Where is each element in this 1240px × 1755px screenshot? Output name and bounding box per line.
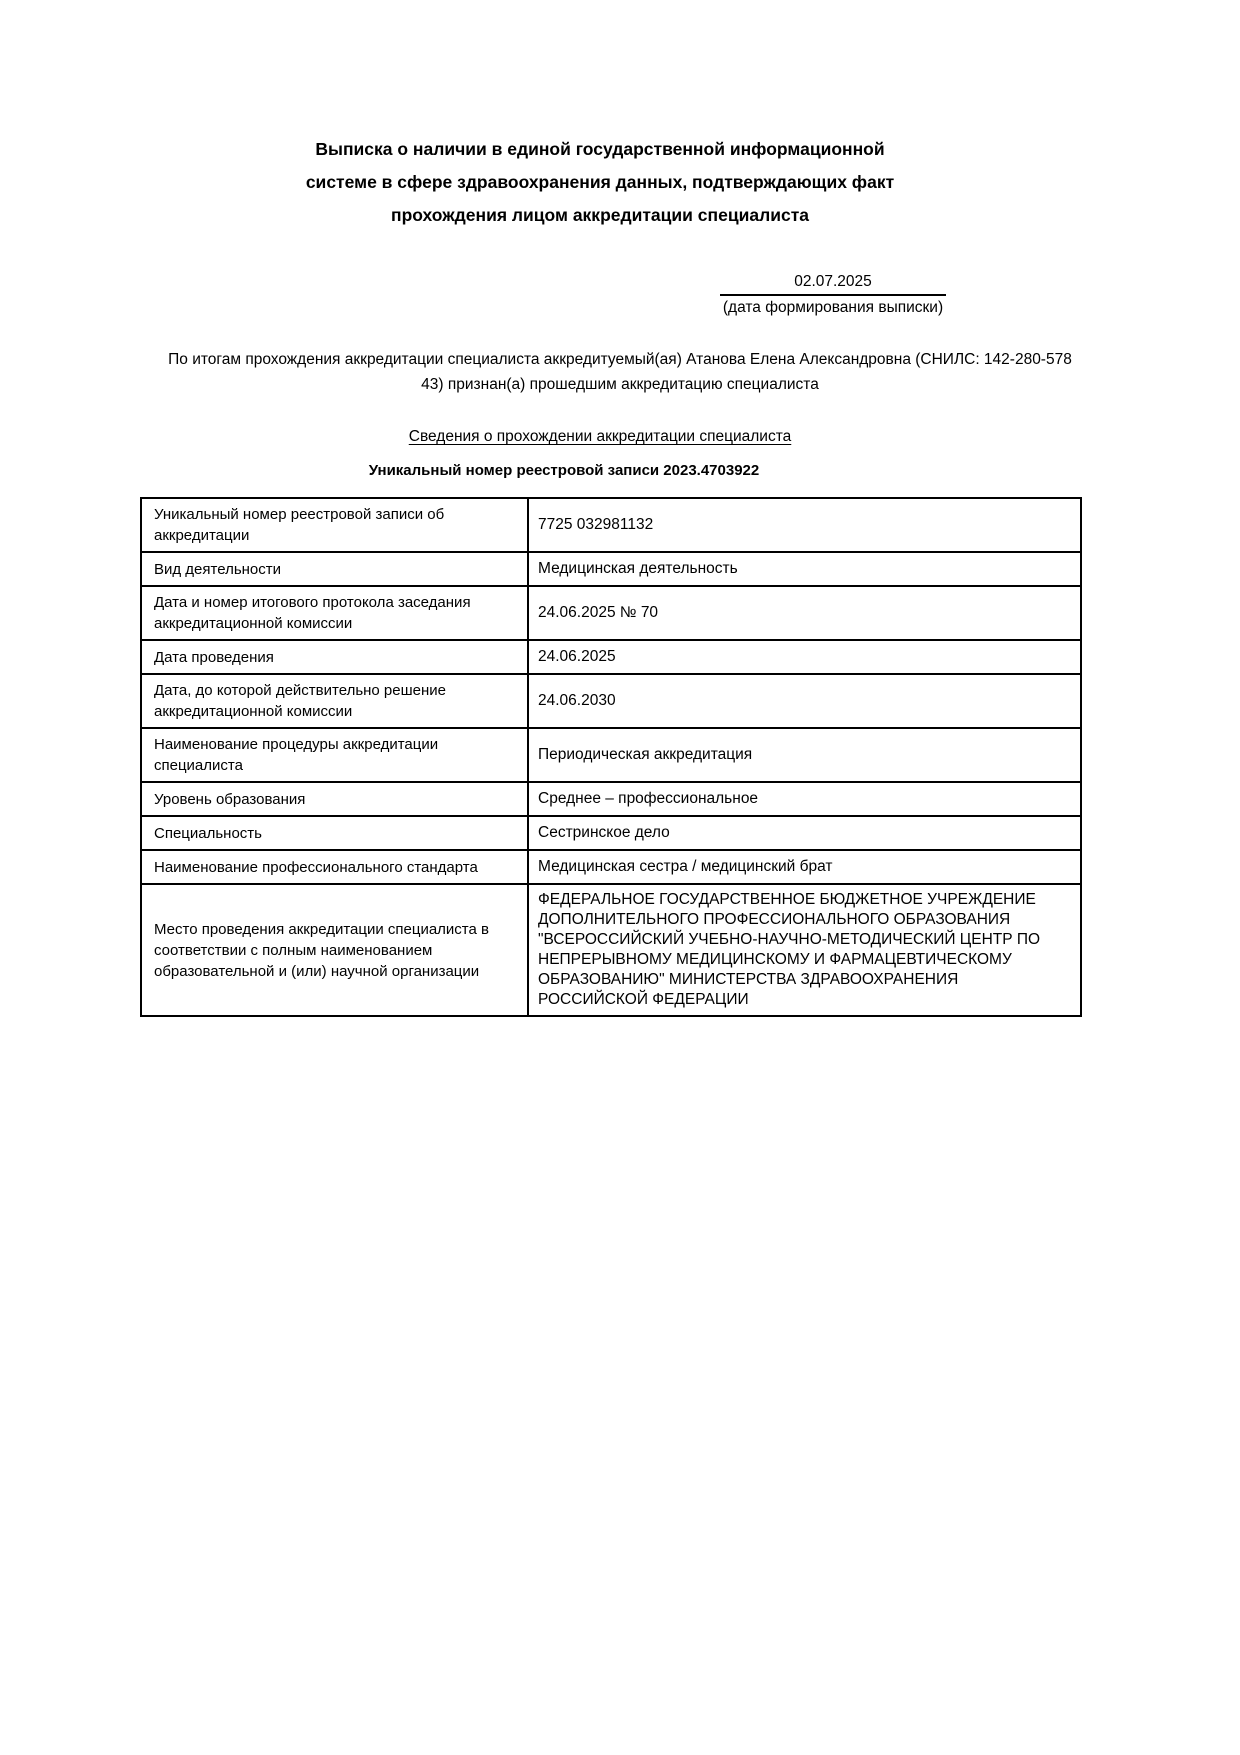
row-value: 24.06.2030 bbox=[528, 674, 1081, 728]
row-label: Дата и номер итогового протокола заседания аккредитационной комиссии bbox=[141, 586, 528, 640]
row-label: Наименование профессионального стандарта bbox=[141, 850, 528, 884]
intro-line: По итогам прохождения аккредитации специалиста аккредитуемый(ая) Атанова Елена Александровна (СНИЛС: 142-280-578 bbox=[168, 351, 1072, 368]
intro-paragraph bbox=[0, 347, 1240, 397]
row-value: 24.06.2025 № 70 bbox=[528, 586, 1081, 640]
extract-date-block bbox=[720, 272, 946, 317]
table-row bbox=[141, 640, 1081, 674]
row-label: Дата проведения bbox=[141, 640, 528, 674]
section-heading: Сведения о прохождении аккредитации специалиста bbox=[408, 428, 792, 445]
document-title-line: прохождения лицом аккредитации специалиста bbox=[391, 205, 809, 225]
row-label: Специальность bbox=[141, 816, 528, 850]
table-row bbox=[141, 728, 1081, 782]
row-value: 24.06.2025 bbox=[528, 640, 1081, 674]
document-title bbox=[0, 133, 1200, 232]
row-value: 7725 032981132 bbox=[528, 498, 1081, 552]
document-title-line: системе в сфере здравоохранения данных, подтверждающих факт bbox=[305, 172, 895, 192]
row-label: Наименование процедуры аккредитации специалиста bbox=[141, 728, 528, 782]
row-label: Уровень образования bbox=[141, 782, 528, 816]
table-row bbox=[141, 782, 1081, 816]
table-row bbox=[141, 884, 1081, 1016]
row-label: Дата, до которой действительно решение аккредитационной комиссии bbox=[141, 674, 528, 728]
row-label: Место проведения аккредитации специалиста в соответствии с полным наименованием образовательной и (или) научной организации bbox=[141, 884, 528, 1016]
row-value: Среднее – профессиональное bbox=[528, 782, 1081, 816]
extract-date-caption: (дата формирования выписки) bbox=[722, 299, 944, 316]
row-value: Периодическая аккредитация bbox=[528, 728, 1081, 782]
row-value: Сестринское дело bbox=[528, 816, 1081, 850]
intro-line: 43) признан(а) прошедшим аккредитацию специалиста bbox=[421, 376, 819, 393]
record-number-heading: Уникальный номер реестровой записи 2023.4703922 bbox=[368, 462, 760, 479]
table-row bbox=[141, 816, 1081, 850]
accreditation-table bbox=[140, 497, 1082, 1017]
row-label: Уникальный номер реестровой записи об аккредитации bbox=[141, 498, 528, 552]
table-row bbox=[141, 498, 1081, 552]
row-value: Медицинская сестра / медицинский брат bbox=[528, 850, 1081, 884]
table-row bbox=[141, 586, 1081, 640]
document-title-line: Выписка о наличии в единой государственной информационной bbox=[315, 139, 885, 159]
table-row bbox=[141, 850, 1081, 884]
extract-date: 02.07.2025 bbox=[720, 272, 946, 296]
row-label: Вид деятельности bbox=[141, 552, 528, 586]
row-value: ФЕДЕРАЛЬНОЕ ГОСУДАРСТВЕННОЕ БЮДЖЕТНОЕ УЧРЕЖДЕНИЕ ДОПОЛНИТЕЛЬНОГО ПРОФЕССИОНАЛЬНОГО ОБРАЗОВАНИЯ "ВСЕРОССИЙСКИЙ УЧЕБНО-НАУЧНО-МЕТОДИЧЕСКИЙ ЦЕНТР ПО НЕПРЕРЫВНОМУ МЕДИЦИНСКОМУ И ФАРМАЦЕВТИЧЕСКОМУ ОБРАЗОВАНИЮ" МИНИСТЕРСТВА ЗДРАВООХРАНЕНИЯ РОССИЙСКОЙ ФЕДЕРАЦИИ bbox=[528, 884, 1081, 1016]
row-value: Медицинская деятельность bbox=[528, 552, 1081, 586]
table-row bbox=[141, 552, 1081, 586]
table-row bbox=[141, 674, 1081, 728]
